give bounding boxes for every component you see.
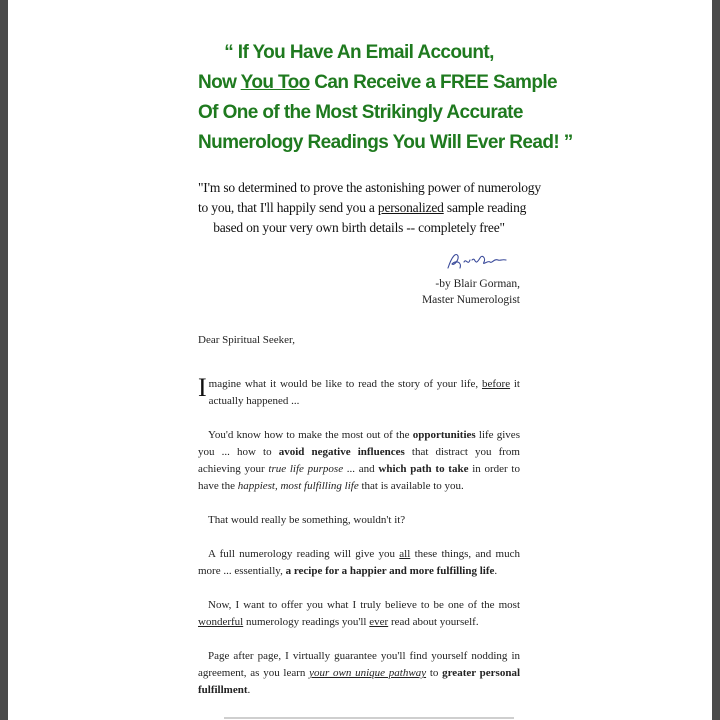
paragraph-text: A full numerology reading will give you bbox=[208, 548, 400, 560]
underlined-italic-text: your own unique pathway bbox=[309, 667, 427, 679]
left-frame-edge bbox=[0, 0, 8, 720]
paragraph-text: these things, and much more ... essentially, bbox=[198, 548, 520, 577]
subhead-text: sample reading bbox=[443, 200, 527, 215]
bold-text: avoid negative influences bbox=[278, 446, 405, 458]
headline-text: Can Receive a FREE Sample bbox=[309, 72, 557, 93]
underlined-text: ever bbox=[369, 616, 389, 628]
paragraph-text: read about yourself. bbox=[388, 616, 479, 628]
paragraph-text: Now, I want to offer you what I truly believe to be one of the most bbox=[208, 599, 520, 611]
paragraph-6 bbox=[198, 648, 520, 699]
paragraph-text: magine what it would be like to read the story of your life, bbox=[208, 378, 482, 390]
paragraph-text: . bbox=[247, 684, 251, 696]
paragraph-text: life gives you ... how to bbox=[198, 429, 520, 458]
subheadline-quote bbox=[198, 178, 541, 238]
subhead-line-2 bbox=[198, 198, 527, 218]
paragraph-text: it actually happened ... bbox=[208, 378, 520, 407]
headline-text: Now bbox=[198, 72, 241, 93]
headline-line-3: Of One of the Most Strikingly Accurate bbox=[198, 102, 523, 123]
paragraph-text: ... and bbox=[343, 463, 379, 475]
italic-text: true life purpose bbox=[268, 463, 344, 475]
byline bbox=[198, 276, 520, 308]
underlined-text: all bbox=[399, 548, 411, 560]
handwritten-signature bbox=[198, 248, 520, 274]
subhead-line-3: based on your very own birth details -- completely free" bbox=[213, 220, 505, 235]
paragraph-text: . bbox=[494, 565, 498, 577]
italic-text: happiest, most fulfilling life bbox=[237, 480, 359, 492]
bold-text: greater personal fulfillment bbox=[198, 667, 520, 696]
headline-line-4: Numerology Readings You Will Ever Read! ” bbox=[198, 132, 573, 153]
author-title: Master Numerologist bbox=[421, 294, 520, 306]
paragraph-1 bbox=[198, 373, 520, 410]
paragraph-text: numerology readings you'll bbox=[243, 616, 370, 628]
paragraph-2 bbox=[198, 427, 520, 495]
drop-cap: I bbox=[198, 373, 207, 402]
subhead-text: to you, that I'll happily send you a bbox=[198, 200, 378, 215]
author-name: -by Blair Gorman, bbox=[435, 278, 520, 290]
underlined-text: before bbox=[481, 378, 511, 390]
paragraph-text: to bbox=[426, 667, 443, 679]
paragraph-4 bbox=[198, 546, 520, 580]
signature-image bbox=[444, 248, 508, 274]
paragraph-text: that is available to you. bbox=[358, 480, 464, 492]
right-frame-edge bbox=[712, 0, 720, 720]
paragraph-text: that distract you from achieving your bbox=[198, 446, 520, 475]
paragraph-text: in order to have the bbox=[198, 463, 520, 492]
headline-underlined-text: You Too bbox=[240, 72, 310, 93]
headline bbox=[198, 38, 573, 158]
bold-text: a recipe for a happier and more fulfilling life bbox=[285, 565, 495, 577]
headline-line-2 bbox=[198, 68, 557, 98]
paragraph-text: You'd know how to make the most out of the bbox=[208, 429, 413, 441]
salutation: Dear Spiritual Seeker, bbox=[198, 334, 295, 346]
bottom-divider bbox=[224, 717, 514, 719]
paragraph-text: Page after page, I virtually guarantee you'll find yourself nodding in agreement, as you learn bbox=[198, 650, 520, 679]
subhead-underlined-text: personalized bbox=[377, 200, 444, 215]
bold-text: which path to take bbox=[378, 463, 469, 475]
headline-line-1: “ If You Have An Email Account, bbox=[224, 42, 494, 63]
bold-text: opportunities bbox=[412, 429, 476, 441]
paragraph-5 bbox=[198, 597, 520, 631]
letter-body bbox=[198, 332, 520, 699]
underlined-text: wonderful bbox=[198, 616, 244, 628]
sales-letter-page bbox=[198, 38, 573, 716]
subhead-line-1: "I'm so determined to prove the astonishing power of numerology bbox=[198, 180, 541, 195]
paragraph-3: That would really be something, wouldn't it? bbox=[208, 514, 406, 526]
